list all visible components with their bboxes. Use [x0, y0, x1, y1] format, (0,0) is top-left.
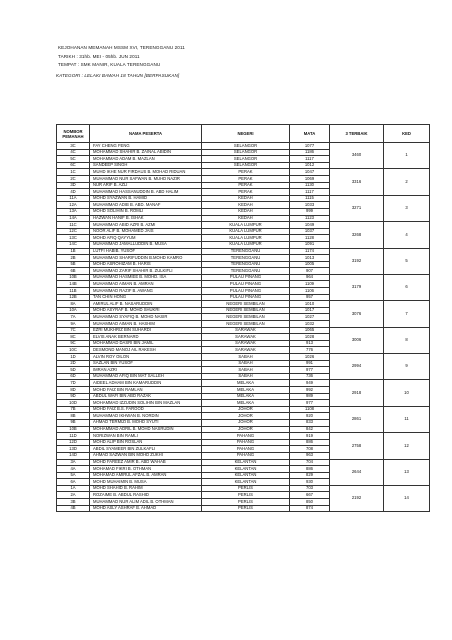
- col-best-three: 3 TERBAIK: [330, 125, 384, 143]
- archer-number: 10C: [57, 347, 90, 354]
- points: 703: [290, 485, 330, 492]
- state-name: KELANTAN: [202, 466, 290, 473]
- participant-name: AHMAD TERMIZI B. MOHD SYUTI: [90, 419, 202, 426]
- participant-name: MOHD ASROHIZAM B. HARIS: [90, 261, 202, 268]
- table-header-row: [57, 125, 430, 143]
- archer-number: 12C: [57, 228, 90, 235]
- points: 850: [290, 499, 330, 506]
- points: 1174: [290, 248, 330, 255]
- archer-number: 13D: [57, 446, 90, 453]
- points: 977: [290, 367, 330, 374]
- points: 991: [290, 360, 330, 367]
- best-three-total: 3192: [330, 248, 384, 274]
- points: 920: [290, 413, 330, 420]
- participant-name: SAZLAN BIN YUSOF: [90, 360, 202, 367]
- archer-number: 4B: [57, 505, 90, 512]
- points: 708: [290, 446, 330, 453]
- archer-number: 10B: [57, 274, 90, 281]
- archer-number: 9C: [57, 340, 90, 347]
- archer-number: 14B: [57, 281, 90, 288]
- participant-name: MUHAMMAD ABID AZRI B. AZMI: [90, 222, 202, 229]
- participant-name: AIDEEL ADHAM BIN KAMARUDDIN: [90, 380, 202, 387]
- participant-name: TAN CHIN HONG: [90, 294, 202, 301]
- col-archer-number: NOMBOR PEMANAH: [57, 125, 90, 143]
- archer-number: 3B: [57, 499, 90, 506]
- archer-number: 5C: [57, 156, 90, 163]
- best-three-total: 2861: [330, 406, 384, 432]
- team-rank: 3: [384, 195, 430, 221]
- participant-name: MOHAMMAD IZZUDIN SOLIHIN BIN MAZLAN: [90, 400, 202, 407]
- state-name: JOHOR: [202, 406, 290, 413]
- participant-name: MUHAMMAD AIMAN B. AMRAN: [90, 281, 202, 288]
- archer-number: 6C: [57, 162, 90, 169]
- points: 1065: [290, 327, 330, 334]
- team-rank: 13: [384, 459, 430, 485]
- points: 957: [290, 294, 330, 301]
- archer-number: 7A: [57, 314, 90, 321]
- best-three-total: 3076: [330, 301, 384, 327]
- state-name: SABAH: [202, 367, 290, 374]
- points: 1109: [290, 281, 330, 288]
- participant-name: NORIZWAN BIN RAMLI: [90, 433, 202, 440]
- points: 1049: [290, 222, 330, 229]
- best-three-total: 3460: [330, 143, 384, 169]
- state-name: SARAWAK: [202, 327, 290, 334]
- points: 919: [290, 433, 330, 440]
- team-rank: 6: [384, 274, 430, 300]
- archer-number: 8A: [57, 301, 90, 308]
- archer-number: 11C: [57, 222, 90, 229]
- participant-name: MOHAMAD AMIRUL AFZAL B. AMRAN: [90, 472, 202, 479]
- team-rank: 8: [384, 327, 430, 353]
- team-rank: 10: [384, 380, 430, 406]
- points: 1130: [290, 182, 330, 189]
- points: 949: [290, 380, 330, 387]
- best-three-total: 3268: [330, 222, 384, 248]
- points: 1069: [290, 175, 330, 182]
- state-name: JOHOR: [202, 426, 290, 433]
- best-three-total: 2918: [330, 380, 384, 406]
- event-date: TARIKH : 31hb. MEI - 05hb. JUN 2011: [58, 54, 140, 59]
- table-row: [57, 274, 430, 281]
- state-name: PAHANG: [202, 446, 290, 453]
- points: 874: [290, 505, 330, 512]
- points: 992: [290, 386, 330, 393]
- archer-number: 6B: [57, 268, 90, 275]
- state-name: KEDAH: [202, 215, 290, 222]
- state-name: SARAWAK: [202, 340, 290, 347]
- participant-name: MUHAMMAD RAZIF B. AWANG: [90, 288, 202, 295]
- team-rank: 4: [384, 222, 430, 248]
- points: 930: [290, 479, 330, 486]
- participant-name: DESMOND MANOJ AIL RAKESH: [90, 347, 202, 354]
- archer-number: 8B: [57, 413, 90, 420]
- participant-name: SANDEEP SINGH: [90, 162, 202, 169]
- archer-number: 5A: [57, 472, 90, 479]
- archer-number: 12D: [57, 439, 90, 446]
- points: 1027: [290, 314, 330, 321]
- state-name: KUALA LUMPUR: [202, 228, 290, 235]
- col-points: MATA: [290, 125, 330, 143]
- state-name: KEDAH: [202, 195, 290, 202]
- table-row: [57, 433, 430, 440]
- participant-name: IMRAN AZRI: [90, 367, 202, 374]
- state-name: TERENGGANU: [202, 255, 290, 262]
- points: 1117: [290, 156, 330, 163]
- participant-name: MOHD ASYRAF B. MOHD SHUKRI: [90, 307, 202, 314]
- team-rank: 5: [384, 248, 430, 274]
- state-name: SELANGOR: [202, 156, 290, 163]
- points: 913: [290, 340, 330, 347]
- state-name: NEGERI SEMBILAN: [202, 307, 290, 314]
- state-name: JOHOR: [202, 419, 290, 426]
- points: 1032: [290, 321, 330, 328]
- participant-name: MOHD MUHAIMIN B. MUSA: [90, 479, 202, 486]
- participant-name: FAY CHENG FENG: [90, 143, 202, 150]
- archer-number: 1B: [57, 248, 90, 255]
- participant-name: ROZAIME B. ABDUL RASHID: [90, 492, 202, 499]
- participant-name: AMIRUL ALIF B. NASARUDDIN: [90, 301, 202, 308]
- participant-name: MUHAMMAD JAMALLUDDIN B. MUSA: [90, 241, 202, 248]
- points: 977: [290, 400, 330, 407]
- state-name: SABAH: [202, 354, 290, 361]
- best-three-total: 2192: [330, 485, 384, 511]
- team-rank: 9: [384, 354, 430, 380]
- points: 736: [290, 373, 330, 380]
- points: 1010: [290, 301, 330, 308]
- participant-name: MUHAMMAD ZARIF SHAHIR B. ZULKIFLI: [90, 268, 202, 275]
- archer-number: 11B: [57, 288, 90, 295]
- points: 776: [290, 347, 330, 354]
- points: 907: [290, 268, 330, 275]
- points: 964: [290, 274, 330, 281]
- archer-number: 5D: [57, 367, 90, 374]
- participant-name: MOHD ALIP BIN ROSLAN: [90, 439, 202, 446]
- state-name: KELANTAN: [202, 459, 290, 466]
- state-name: SELANGOR: [202, 149, 290, 156]
- best-three-total: 3179: [330, 274, 384, 300]
- state-name: JOHOR: [202, 413, 290, 420]
- points: 1077: [290, 143, 330, 150]
- team-rank: 1: [384, 143, 430, 169]
- state-name: PERAK: [202, 175, 290, 182]
- points: 1108: [290, 406, 330, 413]
- archer-number: 12A: [57, 202, 90, 209]
- table-row: [57, 169, 430, 176]
- points: 1128: [290, 235, 330, 242]
- archer-number: 3A: [57, 459, 90, 466]
- points: 1091: [290, 241, 330, 248]
- archer-number: 2C: [57, 175, 90, 182]
- points: 1017: [290, 307, 330, 314]
- points: 999: [290, 208, 330, 215]
- participant-name: HAZWAN HANIF B. ISHAK: [90, 215, 202, 222]
- state-name: TERENGGANU: [202, 268, 290, 275]
- archer-number: 7D: [57, 380, 90, 387]
- points: 1115: [290, 195, 330, 202]
- participant-name: MOHD FAIZ BIN RAMLAN: [90, 386, 202, 393]
- points: 1106: [290, 288, 330, 295]
- archer-number: 5B: [57, 261, 90, 268]
- points: 1013: [290, 255, 330, 262]
- participant-name: MUHAMMAD AFIQ BIN MAT SALLEH: [90, 373, 202, 380]
- state-name: SARAWAK: [202, 347, 290, 354]
- table-row: [57, 248, 430, 255]
- archer-number: 9D: [57, 393, 90, 400]
- archer-number: 14D: [57, 452, 90, 459]
- points: 1012: [290, 162, 330, 169]
- state-name: SELANGOR: [202, 162, 290, 169]
- participant-name: MOHAMMAD SHAHIR B. ZAINAL ABIDIN: [90, 149, 202, 156]
- participant-name: EZRI MUKHRIZ BIN SUHARDI: [90, 327, 202, 334]
- archer-number: 13A: [57, 208, 90, 215]
- best-three-total: 2644: [330, 459, 384, 485]
- archer-number: 10D: [57, 400, 90, 407]
- archer-number: 9A: [57, 321, 90, 328]
- participant-name: NUR ARIF B. AZLI: [90, 182, 202, 189]
- state-name: PERAK: [202, 169, 290, 176]
- points: 667: [290, 492, 330, 499]
- table-row: [57, 354, 430, 361]
- archer-number: 3C: [57, 143, 90, 150]
- state-name: PULAU PINANG: [202, 281, 290, 288]
- points: 1026: [290, 354, 330, 361]
- team-rank: 11: [384, 406, 430, 432]
- archer-number: 8C: [57, 334, 90, 341]
- state-name: NEGERI SEMBILAN: [202, 301, 290, 308]
- archer-number: 14C: [57, 241, 90, 248]
- participant-name: MOHD FAIZ B.S. FAROOD: [90, 406, 202, 413]
- participant-name: LUTFI HABIB. YUSOF: [90, 248, 202, 255]
- best-three-total: 2994: [330, 354, 384, 380]
- participant-name: MUHAMMAD HASSANUDDIN B. ABD HALIM: [90, 189, 202, 196]
- archer-number: 6D: [57, 373, 90, 380]
- state-name: PERLIS: [202, 492, 290, 499]
- state-name: KUALA LUMPUR: [202, 235, 290, 242]
- state-name: MELAKA: [202, 400, 290, 407]
- archer-number: 7B: [57, 406, 90, 413]
- points: 1033: [290, 202, 330, 209]
- participant-name: MOHAMMAD ADAM B. MAZLAN: [90, 156, 202, 163]
- participant-name: MUHAMMAD NUR ALIM ADIL B. OTHMAN: [90, 499, 202, 506]
- participant-name: MUHAMMAD ADIB B. ABD. MANAF: [90, 202, 202, 209]
- state-name: NEGERI SEMBILAN: [202, 321, 290, 328]
- participant-name: MOHAMMAD DASRI BIN JAMIL: [90, 340, 202, 347]
- points: 1123: [290, 215, 330, 222]
- participant-name: ABDUL WAFI BIN ABD RAZAK: [90, 393, 202, 400]
- best-three-total: 3271: [330, 195, 384, 221]
- state-name: KUALA LUMPUR: [202, 241, 290, 248]
- archer-number: 4C: [57, 149, 90, 156]
- results-table: [56, 124, 430, 512]
- archer-number: 10A: [57, 307, 90, 314]
- archer-number: 13C: [57, 235, 90, 242]
- event-category: KATEGORI : LELAKI BAWAH 18 TAHUN [BERPASUKAN]: [56, 73, 180, 78]
- state-name: PULAU PINANG: [202, 274, 290, 281]
- best-three-total: 3316: [330, 169, 384, 195]
- team-rank: 2: [384, 169, 430, 195]
- points: 704: [290, 459, 330, 466]
- participant-name: MOHAMMAD ADRIL B. MOHD NASRUDIN: [90, 426, 202, 433]
- archer-number: 1A: [57, 485, 90, 492]
- state-name: NEGERI SEMBILAN: [202, 314, 290, 321]
- state-name: PULAU PINANG: [202, 294, 290, 301]
- archer-number: 3D: [57, 182, 90, 189]
- document-title: KEJOHANAN MEMANAH MSSM XVI, TERENGGANU 2011: [58, 45, 185, 50]
- points: 886: [290, 466, 330, 473]
- table-row: [57, 301, 430, 308]
- archer-number: 12B: [57, 294, 90, 301]
- state-name: PULAU PINANG: [202, 288, 290, 295]
- archer-number: 4A: [57, 466, 90, 473]
- archer-number: 2D: [57, 360, 90, 367]
- archer-number: 11A: [57, 195, 90, 202]
- team-rank: 14: [384, 485, 430, 511]
- archer-number: 6A: [57, 479, 90, 486]
- archer-number: 14A: [57, 215, 90, 222]
- points: 963: [290, 452, 330, 459]
- table-row: [57, 459, 430, 466]
- participant-name: MOHD FAREEZ AMIR B. ABD WAHAB: [90, 459, 202, 466]
- points: 842: [290, 426, 330, 433]
- state-name: PERLIS: [202, 505, 290, 512]
- table-row: [57, 143, 430, 150]
- points: 1047: [290, 169, 330, 176]
- points: 1028: [290, 334, 330, 341]
- archer-number: 1D: [57, 354, 90, 361]
- team-rank: 12: [384, 433, 430, 459]
- participant-name: MOHAMAD FIKRI B. OTHMAN: [90, 466, 202, 473]
- table-row: [57, 380, 430, 387]
- state-name: PAHANG: [202, 439, 290, 446]
- participant-name: MOHD SHAHID B. RAHIM: [90, 485, 202, 492]
- participant-name: MOHD ASLY ASHRAF B. AHMAD: [90, 505, 202, 512]
- participant-name: ELVIS ANAK BERNARD: [90, 334, 202, 341]
- archer-number: 9B: [57, 419, 90, 426]
- state-name: PERLIS: [202, 499, 290, 506]
- state-name: PAHANG: [202, 433, 290, 440]
- points: 989: [290, 393, 330, 400]
- state-name: PERAK: [202, 189, 290, 196]
- participant-name: ABDIL SYAMEER BIN ZULKAFLI: [90, 446, 202, 453]
- state-name: KEDAH: [202, 202, 290, 209]
- col-state: NEGERI: [202, 125, 290, 143]
- state-name: SABAH: [202, 373, 290, 380]
- state-name: SARAWAK: [202, 334, 290, 341]
- participant-name: MUHAMMAD HASMIEE B. MOHD. ISA: [90, 274, 202, 281]
- state-name: SELANGOR: [202, 143, 290, 150]
- state-name: TERENGGANU: [202, 261, 290, 268]
- participant-name: MOHD AFIQ QAYYUM: [90, 235, 202, 242]
- points: 1037: [290, 228, 330, 235]
- archer-number: 8D: [57, 386, 90, 393]
- participant-name: MOHD SYAZWAN B. HAMID: [90, 195, 202, 202]
- participant-name: AHMAD SAZWAN BIN MOHD ZUKHI: [90, 452, 202, 459]
- table-body: [57, 143, 430, 512]
- archer-number: 2B: [57, 255, 90, 262]
- archer-number: 11D: [57, 433, 90, 440]
- participant-name: MUHAMMAD IKHWAN B. NORDIN: [90, 413, 202, 420]
- participant-name: NOOR ALIF B. MOHAMED JAIS: [90, 228, 202, 235]
- points: 886: [290, 439, 330, 446]
- participant-name: MUHAMMAD AIMAN B. HASHIM: [90, 321, 202, 328]
- points: 1117: [290, 189, 330, 196]
- state-name: SABAH: [202, 360, 290, 367]
- archer-number: 2A: [57, 492, 90, 499]
- state-name: PERAK: [202, 182, 290, 189]
- event-venue: TEMPAT : SMK MANIR, KUALA TERENGGANU: [58, 62, 161, 67]
- state-name: KUALA LUMPUR: [202, 222, 290, 229]
- participant-name: ALVIN ROY OILON: [90, 354, 202, 361]
- points: 1186: [290, 149, 330, 156]
- table-row: [57, 327, 430, 334]
- table-row: [57, 222, 430, 229]
- archer-number: 10B: [57, 426, 90, 433]
- state-name: MELAKA: [202, 393, 290, 400]
- table-row: [57, 195, 430, 202]
- archer-number: 1C: [57, 169, 90, 176]
- participant-name: MUHAMMAD SYAFIQ B. MOHD NASIR: [90, 314, 202, 321]
- state-name: KELANTAN: [202, 472, 290, 479]
- best-three-total: 3006: [330, 327, 384, 353]
- state-name: KELANTAN: [202, 479, 290, 486]
- points: 829: [290, 472, 330, 479]
- state-name: MELAKA: [202, 380, 290, 387]
- table-row: [57, 485, 430, 492]
- team-rank: 7: [384, 301, 430, 327]
- participant-name: MUHD IKHE NUR FIRDAUS B. MOHAD RIDUAN: [90, 169, 202, 176]
- participant-name: MUHAMMAD NUR SAFWAN B. MUHD NAZIR: [90, 175, 202, 182]
- participant-name: MOHD SOLIHIN B. ROMLI: [90, 208, 202, 215]
- points: 833: [290, 419, 330, 426]
- state-name: MELAKA: [202, 386, 290, 393]
- archer-number: 7C: [57, 327, 90, 334]
- table-row: [57, 406, 430, 413]
- state-name: KEDAH: [202, 208, 290, 215]
- state-name: TERENGGANU: [202, 248, 290, 255]
- state-name: PERLIS: [202, 485, 290, 492]
- col-rank: KED: [384, 125, 430, 143]
- state-name: PAHANG: [202, 452, 290, 459]
- best-three-total: 2758: [330, 433, 384, 459]
- participant-name: MUHAMMAD SHARIFUDDIN B.MOHD KAMRO: [90, 255, 202, 262]
- archer-number: 4D: [57, 189, 90, 196]
- points: 1005: [290, 261, 330, 268]
- col-participant-name: NAMA PESERTA: [90, 125, 202, 143]
